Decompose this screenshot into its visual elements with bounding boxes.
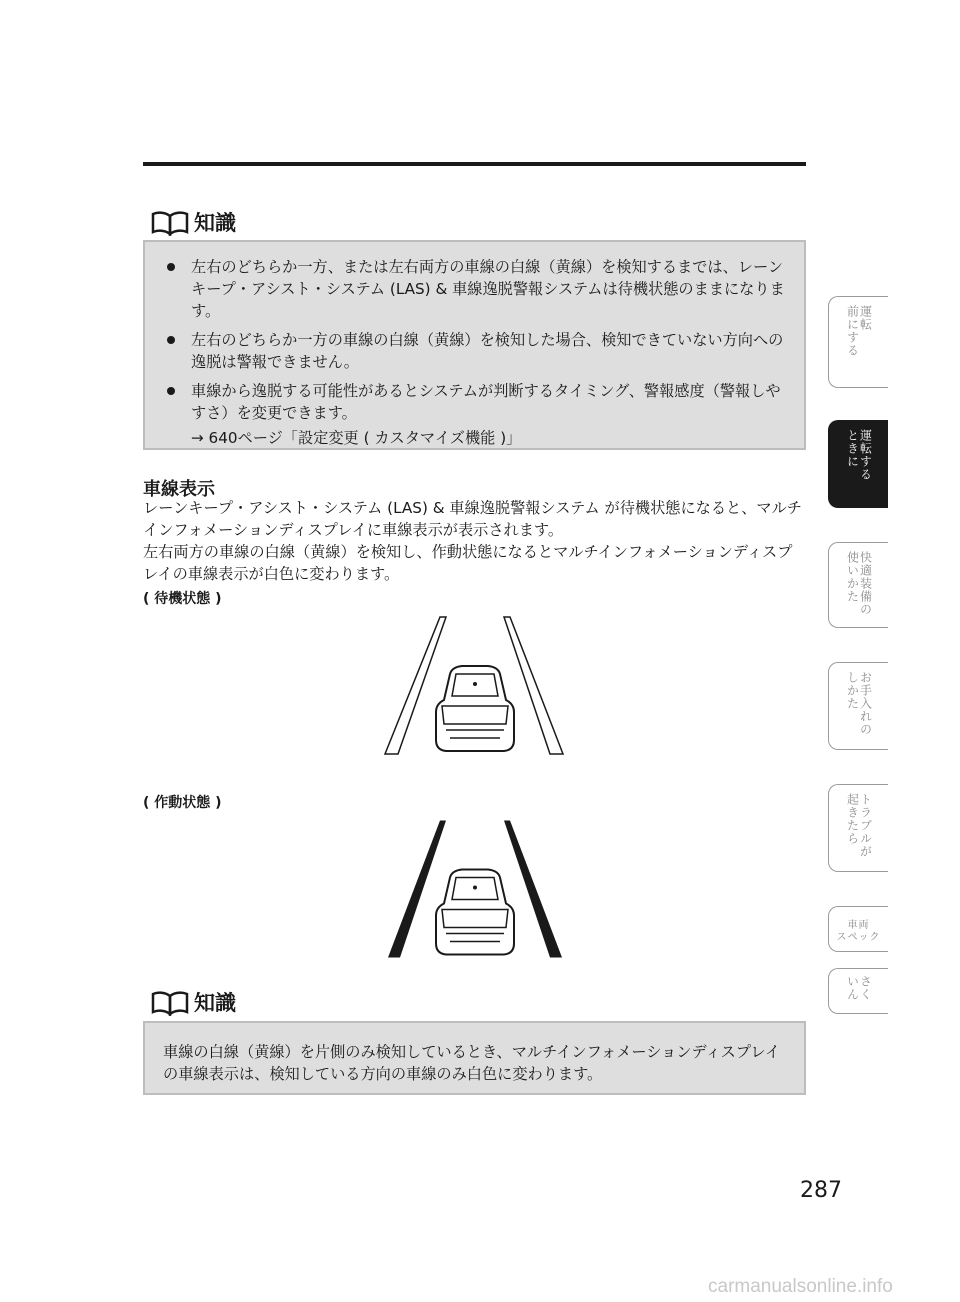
knowledge-label: 知識 — [194, 991, 236, 1015]
knowledge-label: 知識 — [194, 211, 236, 235]
car-rear-icon — [436, 666, 514, 751]
active-state-label: ( 作動状態 ) — [143, 795, 222, 811]
tab-label: 車両 — [847, 920, 870, 931]
standby-state-label: ( 待機状態 ) — [143, 591, 222, 607]
tab-label: お手入れの — [858, 671, 873, 736]
tab-comfort-features[interactable] — [828, 542, 888, 628]
active-lane-illustration — [380, 815, 570, 965]
tab-label: 起きたら — [845, 793, 860, 845]
tab-label: トラブルが — [858, 793, 873, 858]
bullet-item: 車線から逸脱する可能性があるとシステムが判断するタイミング、警報感度（警報しやすさ）を変更できます。 — [163, 380, 788, 424]
book-icon — [150, 208, 190, 236]
bullet-item: 左右のどちらか一方の車線の白線（黄線）を検知した場合、検知できていない方向への逸脱は警報できません。 — [163, 329, 788, 373]
section-paragraph: レーンキープ・アシスト・システム (LAS) & 車線逸脱警報システム が待機状態になると、マルチインフォメーションディスプレイに車線表示が表示されます。 — [143, 499, 802, 539]
tab-label: しかた — [845, 671, 860, 710]
book-icon — [150, 988, 190, 1016]
tab-label: 運転する — [858, 429, 873, 481]
page-reference: → 640ページ「設定変更 ( カスタマイズ機能 )」 — [191, 429, 522, 447]
tab-troubleshooting[interactable] — [828, 784, 888, 872]
tab-specifications[interactable] — [828, 906, 888, 952]
tab-before-driving[interactable] — [828, 296, 888, 388]
tab-label: いん — [845, 975, 860, 1001]
knowledge-box — [143, 1021, 806, 1095]
tab-index[interactable] — [828, 968, 888, 1014]
tab-label: ときに — [845, 429, 860, 468]
standby-lane-illustration — [380, 612, 570, 762]
section-body — [143, 497, 806, 585]
tab-label: 運転 — [858, 305, 873, 331]
section-paragraph: 左右両方の車線の白線（黄線）を検知し、作動状態になるとマルチインフォメーションディスプレイの車線表示が白色に変わります。 — [143, 543, 793, 583]
car-rear-icon — [436, 870, 514, 955]
top-rule — [143, 162, 806, 166]
knowledge-heading — [150, 205, 236, 239]
knowledge-text: 車線の白線（黄線）を片側のみ検知しているとき、マルチインフォメーションディスプレイの車線表示は、検知している方向の車線のみ白色に変わります。 — [163, 1043, 781, 1083]
bullet-item: 左右のどちらか一方、または左右両方の車線の白線（黄線）を検知するまでは、レーンキープ・アシスト・システム (LAS) & 車線逸脱警報システムは待機状態のままになります。 — [163, 256, 788, 322]
knowledge-heading — [150, 985, 236, 1019]
tab-label: スペック — [836, 932, 881, 943]
watermark: carmanualsonline.info — [708, 1276, 893, 1297]
tab-label: 前にする — [845, 305, 860, 357]
tab-label: 快適装備の — [858, 551, 873, 616]
tab-label: 使いかた — [845, 551, 860, 603]
tab-maintenance[interactable] — [828, 662, 888, 750]
section-title: 車線表示 — [143, 479, 215, 500]
tab-label: さく — [858, 975, 873, 1001]
tab-while-driving[interactable] — [828, 420, 888, 508]
knowledge-box — [143, 240, 806, 450]
page-number: 287 — [800, 1178, 842, 1203]
